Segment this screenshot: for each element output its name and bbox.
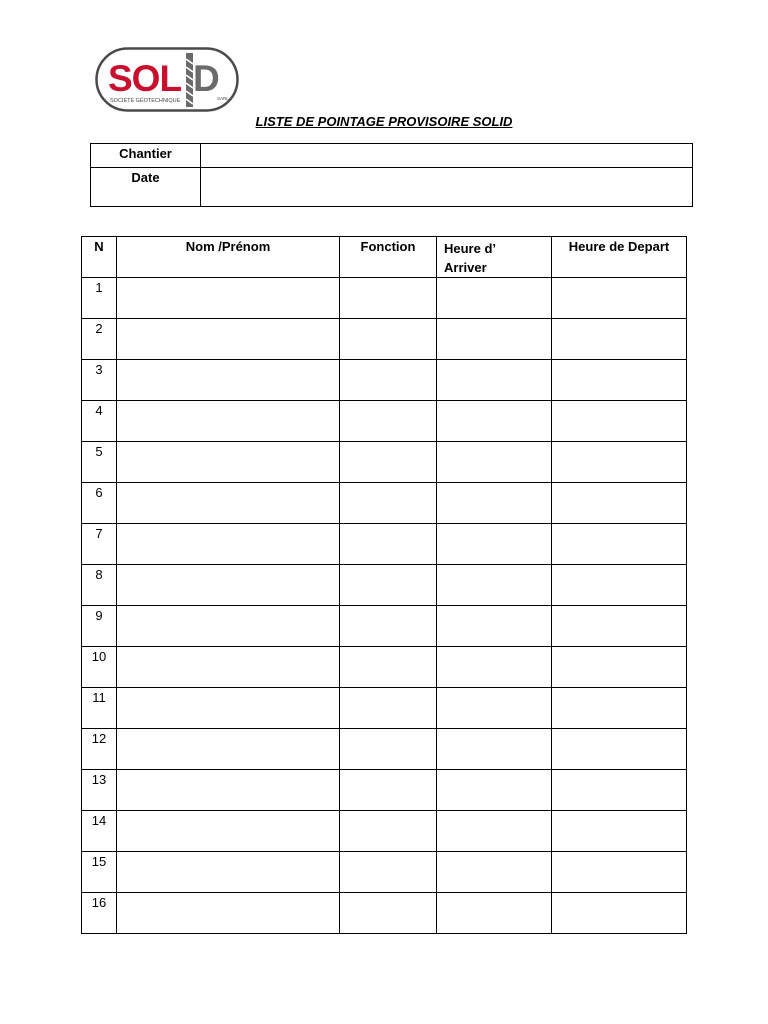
fonction-cell[interactable] (340, 319, 437, 360)
heure-depart-cell[interactable] (552, 893, 687, 934)
table-row (82, 360, 687, 401)
nom-prenom-cell[interactable] (117, 729, 340, 770)
svg-text:D: D (193, 58, 220, 99)
header-fonction: Fonction (340, 237, 437, 278)
fonction-cell[interactable] (340, 647, 437, 688)
fonction-cell[interactable] (340, 360, 437, 401)
heure-depart-cell[interactable] (552, 401, 687, 442)
nom-prenom-cell[interactable] (117, 688, 340, 729)
svg-text:SOL: SOL (108, 58, 182, 99)
table-row (82, 278, 687, 319)
heure-depart-cell[interactable] (552, 688, 687, 729)
heure-depart-cell[interactable] (552, 524, 687, 565)
heure-depart-cell[interactable] (552, 811, 687, 852)
heure-arrivee-cell[interactable] (437, 893, 552, 934)
table-row (82, 483, 687, 524)
fonction-cell[interactable] (340, 688, 437, 729)
heure-depart-cell[interactable] (552, 729, 687, 770)
heure-depart-cell[interactable] (552, 606, 687, 647)
nom-prenom-cell[interactable] (117, 524, 340, 565)
row-number: 16 (82, 893, 117, 934)
heure-arrivee-cell[interactable] (437, 729, 552, 770)
table-row (82, 401, 687, 442)
row-number: 2 (82, 319, 117, 360)
svg-text:SOCIÉTÉ GÉOTECHNIQUE: SOCIÉTÉ GÉOTECHNIQUE (110, 98, 181, 104)
fonction-cell[interactable] (340, 565, 437, 606)
nom-prenom-cell[interactable] (117, 893, 340, 934)
table-row (82, 606, 687, 647)
row-number: 8 (82, 565, 117, 606)
fonction-cell[interactable] (340, 606, 437, 647)
nom-prenom-cell[interactable] (117, 483, 340, 524)
fonction-cell[interactable] (340, 770, 437, 811)
header-nom-prenom: Nom /Prénom (117, 237, 340, 278)
heure-arrivee-cell[interactable] (437, 360, 552, 401)
date-row (91, 168, 693, 207)
svg-text:SARL: SARL (217, 96, 229, 101)
fonction-cell[interactable] (340, 483, 437, 524)
nom-prenom-cell[interactable] (117, 647, 340, 688)
fonction-cell[interactable] (340, 852, 437, 893)
nom-prenom-cell[interactable] (117, 401, 340, 442)
heure-depart-cell[interactable] (552, 565, 687, 606)
heure-arrivee-cell[interactable] (437, 319, 552, 360)
heure-depart-cell[interactable] (552, 647, 687, 688)
heure-arrivee-cell[interactable] (437, 442, 552, 483)
fonction-cell[interactable] (340, 278, 437, 319)
table-row (82, 319, 687, 360)
heure-depart-cell[interactable] (552, 770, 687, 811)
nom-prenom-cell[interactable] (117, 319, 340, 360)
nom-prenom-cell[interactable] (117, 565, 340, 606)
row-number: 14 (82, 811, 117, 852)
fonction-cell[interactable] (340, 524, 437, 565)
header-row (82, 237, 687, 278)
date-field[interactable] (201, 168, 693, 207)
row-number: 12 (82, 729, 117, 770)
row-number: 7 (82, 524, 117, 565)
date-label: Date (91, 168, 201, 207)
fonction-cell[interactable] (340, 811, 437, 852)
company-logo (95, 47, 239, 113)
row-number: 13 (82, 770, 117, 811)
heure-arrivee-cell[interactable] (437, 770, 552, 811)
table-row (82, 852, 687, 893)
table-row (82, 442, 687, 483)
row-number: 6 (82, 483, 117, 524)
heure-arrivee-cell[interactable] (437, 852, 552, 893)
heure-depart-cell[interactable] (552, 442, 687, 483)
heure-depart-cell[interactable] (552, 483, 687, 524)
nom-prenom-cell[interactable] (117, 852, 340, 893)
heure-depart-cell[interactable] (552, 319, 687, 360)
row-number: 11 (82, 688, 117, 729)
table-row (82, 893, 687, 934)
heure-arrivee-cell[interactable] (437, 483, 552, 524)
nom-prenom-cell[interactable] (117, 442, 340, 483)
heure-arrivee-cell[interactable] (437, 606, 552, 647)
attendance-table (81, 236, 687, 934)
row-number: 1 (82, 278, 117, 319)
header-arrivee-line2: Arriver (444, 260, 487, 275)
heure-arrivee-cell[interactable] (437, 401, 552, 442)
header-n: N (82, 237, 117, 278)
row-number: 3 (82, 360, 117, 401)
nom-prenom-cell[interactable] (117, 360, 340, 401)
heure-arrivee-cell[interactable] (437, 565, 552, 606)
heure-depart-cell[interactable] (552, 852, 687, 893)
table-row (82, 729, 687, 770)
fonction-cell[interactable] (340, 893, 437, 934)
table-row (82, 524, 687, 565)
heure-depart-cell[interactable] (552, 278, 687, 319)
table-row (82, 647, 687, 688)
heure-arrivee-cell[interactable] (437, 647, 552, 688)
nom-prenom-cell[interactable] (117, 770, 340, 811)
table-row (82, 565, 687, 606)
nom-prenom-cell[interactable] (117, 606, 340, 647)
fonction-cell[interactable] (340, 729, 437, 770)
header-heure-depart: Heure de Depart (552, 237, 687, 278)
row-number: 4 (82, 401, 117, 442)
row-number: 5 (82, 442, 117, 483)
header-arrivee-line1: Heure d’ (444, 241, 497, 256)
row-number: 9 (82, 606, 117, 647)
table-row (82, 688, 687, 729)
site-info-table (90, 143, 693, 207)
row-number: 15 (82, 852, 117, 893)
heure-arrivee-cell[interactable] (437, 811, 552, 852)
heure-arrivee-cell[interactable] (437, 278, 552, 319)
table-row (82, 811, 687, 852)
heure-arrivee-cell[interactable] (437, 524, 552, 565)
table-row (82, 770, 687, 811)
heure-arrivee-cell[interactable] (437, 688, 552, 729)
chantier-field[interactable] (201, 144, 693, 168)
row-number: 10 (82, 647, 117, 688)
nom-prenom-cell[interactable] (117, 278, 340, 319)
nom-prenom-cell[interactable] (117, 811, 340, 852)
chantier-row (91, 144, 693, 168)
fonction-cell[interactable] (340, 442, 437, 483)
heure-depart-cell[interactable] (552, 360, 687, 401)
document-title: LISTE DE POINTAGE PROVISOIRE SOLID (255, 114, 513, 129)
fonction-cell[interactable] (340, 401, 437, 442)
chantier-label: Chantier (91, 144, 201, 168)
header-heure-arrivee (437, 237, 552, 278)
